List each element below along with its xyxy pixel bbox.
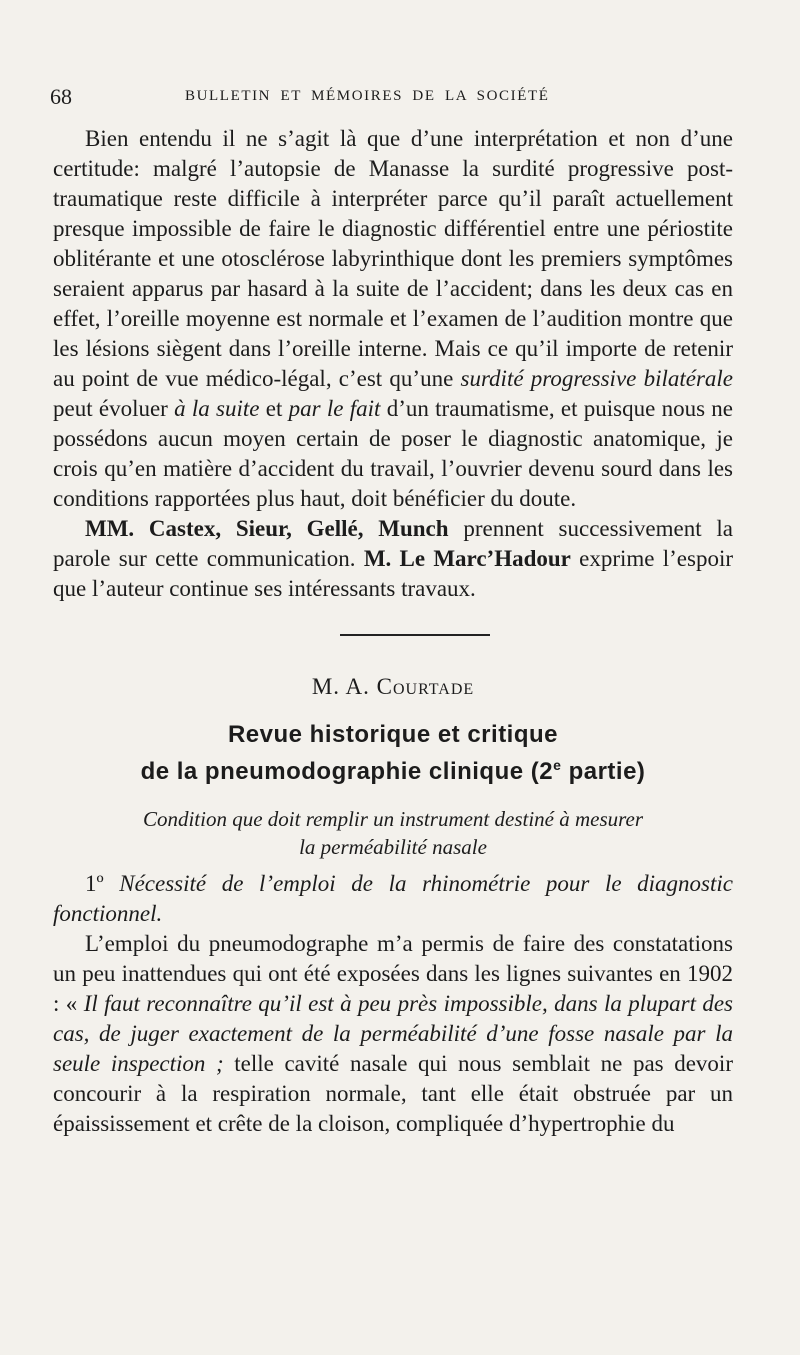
page-header: [50, 84, 740, 114]
text-run: prennent successivement la parole sur cette communication.: [53, 516, 733, 571]
paragraph-discussion: [53, 514, 733, 604]
italic-quote: Il faut reconnaître qu’il est à peu près impossible, dans la plupart des cas, de juger exactement de la perméabilité d’une fosse nasale par la seule inspection ;: [53, 991, 734, 1076]
text-run: et: [259, 396, 289, 421]
page-number: 68: [50, 84, 72, 109]
article-author: [53, 672, 733, 702]
text-run: L’emploi du pneumodographe m’a permis de faire des constatations un peu inattendues qui ont été exposées dans les lignes suivantes en 1902 : «: [53, 931, 733, 1016]
body-text: [53, 124, 733, 1139]
text-run: telle cavité nasale qui nous semblait ne pas devoir concourir à la respiration normale, tant elle était obstruée par un épaississement et crête de la cloison, compliquée d’hypertrophie du: [53, 1051, 733, 1136]
author-initials: M. A.: [311, 674, 377, 699]
title-text-end: partie): [561, 758, 646, 785]
paragraph-pneumodograph: [53, 929, 733, 1139]
italic-run: par le fait: [288, 396, 381, 421]
subtitle-line-1: Condition que doit remplir un instrument destiné à mesurer: [142, 807, 644, 831]
title-line-1: Revue historique et critique: [227, 721, 559, 748]
section-divider: [340, 634, 490, 636]
speaker-name: M. Le Marc’Hadour: [363, 546, 571, 571]
italic-run: surdité progressive bilatérale: [460, 366, 734, 391]
author-name: Courtade: [376, 674, 475, 699]
article-subtitle: [53, 805, 733, 861]
title-line-2: [53, 750, 733, 787]
text-run: Bien entendu il ne s’agit là que d’une interprétation et non d’une certitude: malgré l’autopsie de Manasse la surdité progressive post-traumatique reste difficile à interpréter parce qu’il paraît actuellement presque impossible de faire le diagnostic différentiel entre une périostite oblitérante et une otosclérose labyrinthique dont les premiers symptômes seraient apparus par hasard à la suite de l’accident; dans les deux cas en effet, l’oreille moyenne est normale et l’examen de l’audition montre que les lésions siègent dans l’oreille interne. Mais ce qu’il importe de retenir au point de vue médico-légal, c’est qu’une: [53, 126, 733, 391]
text-run: exprime l’espoir que l’auteur continue ses intéressants travaux.: [53, 546, 733, 601]
paragraph-interpretation: [53, 124, 733, 514]
title-superscript: e: [553, 757, 562, 773]
subtitle-line-2: la perméabilité nasale: [299, 835, 487, 859]
running-head: BULLETIN ET MÉMOIRES DE LA SOCIÉTÉ: [185, 88, 550, 104]
italic-run: à la suite: [174, 396, 260, 421]
section-number: 1º: [85, 871, 120, 896]
speakers-names: MM. Castex, Sieur, Gellé, Munch: [85, 516, 449, 541]
section-heading: Nécessité de l’emploi de la rhinométrie pour le diagnostic fonctionnel.: [53, 871, 733, 926]
paragraph-section-heading: [53, 869, 733, 929]
text-run: peut évoluer: [53, 396, 175, 421]
title-text: de la pneumodographie clinique (2: [140, 758, 554, 785]
text-run: d’un traumatisme, et puisque nous ne possédons aucun moyen certain de poser le diagnostic anatomique, je crois qu’en matière d’accident du travail, l’ouvrier devenu sourd dans les conditions rapportées plus haut, doit bénéficier du doute.: [53, 396, 733, 511]
article-title: [53, 720, 733, 787]
